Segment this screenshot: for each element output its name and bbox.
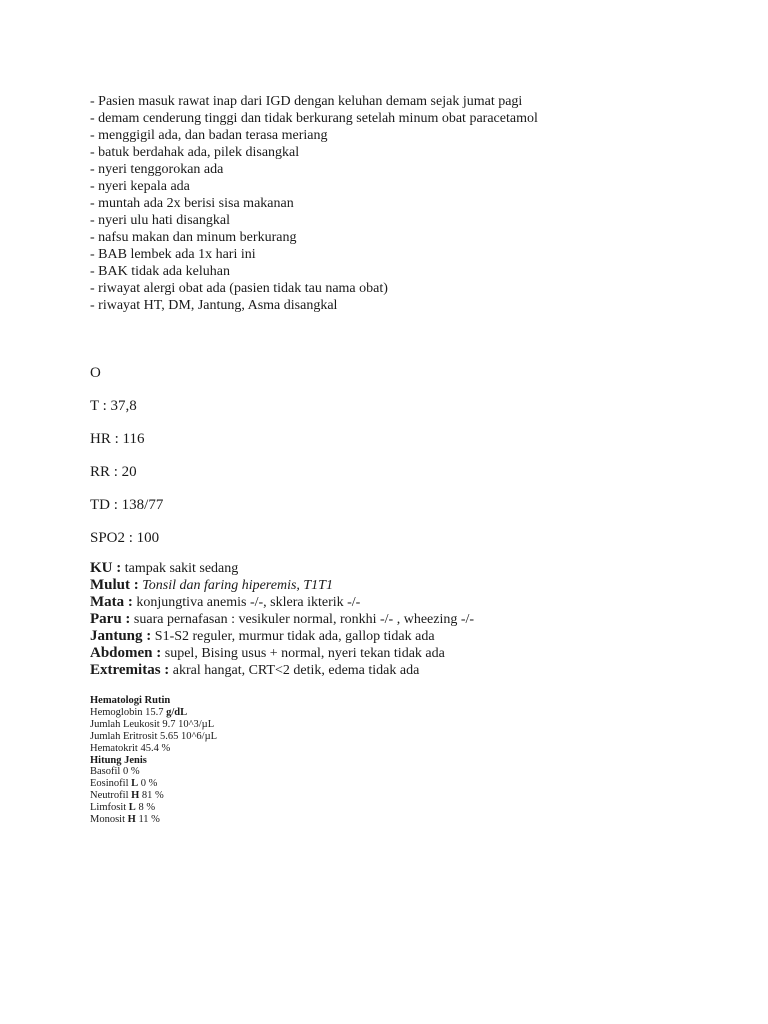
lab-eritrosit: Jumlah Eritrosit 5.65 10^6/µL [90, 730, 218, 742]
lab-section-title: Hematologi Rutin [90, 695, 171, 706]
lab-name: Eosinofil [90, 778, 132, 790]
subjective-line: - BAB lembek ada 1x hari ini [90, 247, 256, 262]
lab-name: Hemoglobin [90, 706, 143, 718]
exam-mulut [90, 577, 474, 594]
exam-text: S1-S2 reguler, murmur tidak ada, gallop tidak ada [151, 629, 435, 644]
exam-text: akral hangat, CRT<2 detik, edema tidak ada [169, 663, 420, 678]
subjective-line: - muntah ada 2x berisi sisa makanan [90, 196, 294, 211]
lab-monosit [90, 814, 217, 826]
lab-value: 81 % [139, 790, 164, 802]
lab-limfosit [90, 802, 217, 814]
subjective-line: - nafsu makan dan minum berkurang [90, 230, 297, 245]
lab-value: 0 % [138, 778, 158, 790]
lab-hemoglobin [90, 707, 217, 719]
lab-results-list [90, 695, 217, 826]
lab-value: 8 % [135, 802, 156, 814]
vital-respiratory-rate: RR : 20 [90, 464, 137, 480]
lab-neutrofil [90, 790, 217, 802]
exam-text: tampak sakit sedang [121, 561, 239, 576]
subjective-line: - riwayat HT, DM, Jantung, Asma disangkal [90, 298, 338, 313]
lab-flag: L [128, 802, 136, 814]
exam-label: Jantung : [90, 628, 152, 644]
lab-section-title: Hitung Jenis [90, 754, 147, 766]
subjective-line: - BAK tidak ada keluhan [90, 264, 230, 279]
subjective-line: - demam cenderung tinggi dan tidak berkurang setelah minum obat paracetamol [90, 111, 538, 126]
vital-blood-pressure: TD : 138/77 [90, 497, 164, 513]
exam-text: Tonsil dan faring hiperemis, T1T1 [138, 578, 333, 593]
lab-flag: L [131, 778, 139, 790]
lab-name: Neutrofil [90, 790, 132, 802]
exam-label: Extremitas : [90, 662, 170, 678]
exam-paru [90, 611, 474, 628]
lab-name: Limfosit [90, 802, 129, 814]
exam-text: suara pernafasan : vesikuler normal, ronkhi -/- , wheezing -/- [130, 612, 475, 627]
vital-signs-list [90, 397, 163, 562]
exam-label: Mata : [90, 594, 133, 610]
exam-extremitas [90, 662, 474, 679]
exam-ku [90, 560, 474, 577]
lab-flag: H [127, 814, 136, 826]
lab-value: 11 % [135, 814, 160, 826]
subjective-list [90, 93, 538, 314]
subjective-line: - nyeri kepala ada [90, 179, 190, 194]
vital-spo2: SPO2 : 100 [90, 530, 160, 546]
exam-label: Mulut : [90, 577, 139, 593]
subjective-line: - nyeri tenggorokan ada [90, 162, 224, 177]
lab-name: Monosit [90, 814, 128, 826]
lab-eosinofil [90, 778, 217, 790]
exam-label: KU : [90, 560, 122, 576]
lab-leukosit: Jumlah Leukosit 9.7 10^3/µL [90, 718, 215, 730]
exam-text: konjungtiva anemis -/-, sklera ikterik -/- [132, 595, 361, 610]
subjective-line: - menggigil ada, dan badan terasa meriang [90, 128, 328, 143]
exam-abdomen [90, 645, 474, 662]
vital-temperature: T : 37,8 [90, 398, 137, 414]
exam-label: Abdomen : [90, 645, 162, 661]
subjective-line: - Pasien masuk rawat inap dari IGD dengan keluhan demam sejak jumat pagi [90, 94, 523, 109]
lab-hematokrit: Hematokrit 45.4 % [90, 742, 171, 754]
physical-exam-list [90, 560, 474, 679]
lab-flag: H [131, 790, 140, 802]
subjective-line: - batuk berdahak ada, pilek disangkal [90, 145, 300, 160]
subjective-line: - riwayat alergi obat ada (pasien tidak tau nama obat) [90, 281, 388, 296]
subjective-line: - nyeri ulu hati disangkal [90, 213, 230, 228]
lab-value: 15.7 [142, 706, 167, 718]
lab-basofil: Basofil 0 % [90, 766, 140, 778]
lab-unit: g/dL [166, 706, 188, 718]
exam-mata [90, 594, 474, 611]
objective-heading: O [90, 365, 101, 381]
exam-text: supel, Bising usus + normal, nyeri tekan tidak ada [161, 646, 445, 661]
vital-heart-rate: HR : 116 [90, 431, 145, 447]
exam-jantung [90, 628, 474, 645]
exam-label: Paru : [90, 611, 131, 627]
